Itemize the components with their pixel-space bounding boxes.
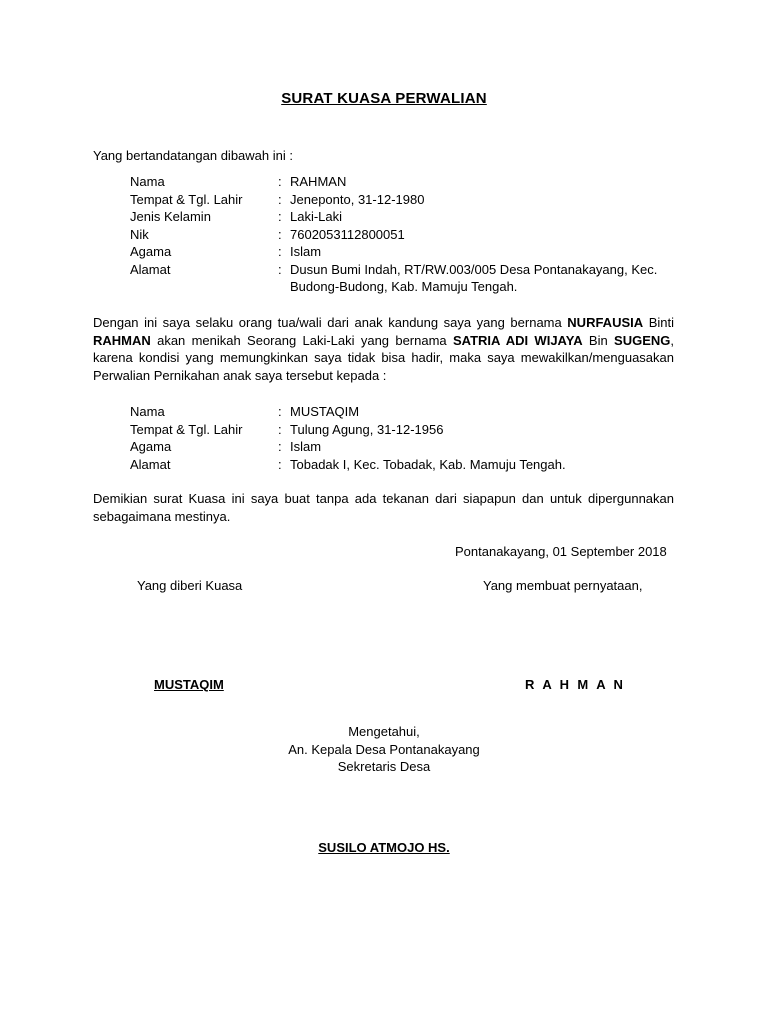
acknowledgement-line: An. Kepala Desa Pontanakayang (288, 741, 480, 757)
paragraph-text: akan menikah Seorang Laki-Laki yang bernama (150, 332, 453, 348)
field-value: 7602053112800051 (290, 226, 405, 242)
colon: : (278, 456, 282, 472)
field-label: Agama (130, 439, 172, 454)
field-label: Agama (130, 244, 172, 259)
grantor-row-nama (130, 173, 690, 191)
address-line-1: Dusun Bumi Indah, RT/RW.003/005 Desa Pontanakayang, Kec. (290, 261, 658, 277)
grantor-signature-name: R A H M A N (525, 677, 626, 692)
grantor-row-jenis-kelamin (130, 208, 690, 226)
place-date: Pontanakayang, 01 September 2018 (455, 544, 667, 559)
paragraph-text: Dengan ini saya selaku orang tua/wali dari anak kandung saya yang bernama (93, 315, 568, 330)
colon: : (278, 244, 282, 259)
colon: : (278, 404, 282, 419)
colon: : (278, 174, 282, 189)
field-label: Nik (130, 226, 149, 242)
grantor-row-ttl (130, 191, 690, 209)
colon: : (278, 421, 282, 437)
paragraph-text: , karena kondisi yang memungkinkan saya tidak bisa hadir, maka saya mewakilkan/menguasakan Perwalian Pernikahan anak saya tersebut kepada : (93, 332, 674, 383)
grantor-row-agama (130, 243, 690, 261)
grantee-signature-name: MUSTAQIM (154, 677, 224, 692)
address-line-2: Budong-Budong, Kab. Mamuju Tengah. (290, 279, 518, 294)
body-paragraph (93, 314, 674, 384)
acknowledgement-line: Sekretaris Desa (337, 759, 431, 774)
field-label: Jenis Kelamin (130, 209, 211, 224)
grantee-identity-table (130, 403, 690, 473)
field-value: Laki-Laki (290, 209, 343, 224)
field-value: RAHMAN (290, 174, 347, 189)
field-label: Alamat (130, 261, 171, 277)
field-label: Tempat & Tgl. Lahir (130, 421, 243, 437)
groom-father-name: SUGENG (614, 332, 671, 348)
field-label: Tempat & Tgl. Lahir (130, 191, 243, 207)
field-value (290, 261, 690, 296)
colon: : (278, 226, 282, 242)
field-label: Nama (130, 404, 165, 419)
grantee-row-nama (130, 403, 690, 421)
field-value: Jeneponto, 31-12-1980 (290, 191, 425, 207)
father-name: RAHMAN (93, 332, 151, 348)
field-value: Tobadak I, Kec. Tobadak, Kab. Mamuju Tengah. (290, 456, 566, 472)
closing-paragraph: Demikian surat Kuasa ini saya buat tanpa ada tekanan dari siapapun dan untuk dipergunnakan sebagaimana mestinya. (93, 491, 674, 524)
grantor-row-alamat (130, 261, 690, 296)
grantee-row-ttl (130, 421, 690, 439)
groom-name: SATRIA ADI WIJAYA (452, 332, 583, 348)
paragraph-text: Bin (582, 332, 615, 348)
grantor-row-nik (130, 226, 690, 244)
grantee-row-agama (130, 438, 690, 456)
secretary-signature-name: SUSILO ATMOJO HS. (318, 840, 450, 855)
field-value: Islam (290, 439, 322, 454)
field-label: Alamat (130, 456, 171, 472)
intro-text: Yang bertandatangan dibawah ini : (93, 148, 293, 163)
grantee-row-alamat (130, 456, 690, 474)
acknowledgement-block (0, 723, 768, 776)
child-name: NURFAUSIA (567, 315, 644, 330)
field-label: Nama (130, 174, 165, 189)
acknowledgement-line: Mengetahui, (348, 724, 420, 739)
field-value: Islam (290, 244, 322, 259)
grantor-identity-table (130, 173, 690, 296)
grantor-signature-label: Yang membuat pernyataan, (483, 578, 643, 593)
field-value: MUSTAQIM (290, 404, 360, 419)
document-title: SURAT KUASA PERWALIAN (281, 90, 487, 107)
paragraph-text: Binti (643, 315, 674, 330)
colon: : (278, 261, 282, 277)
colon: : (278, 191, 282, 207)
colon: : (278, 209, 282, 224)
grantee-signature-label: Yang diberi Kuasa (137, 578, 243, 593)
colon: : (278, 439, 282, 454)
field-value: Tulung Agung, 31-12-1956 (290, 421, 444, 437)
